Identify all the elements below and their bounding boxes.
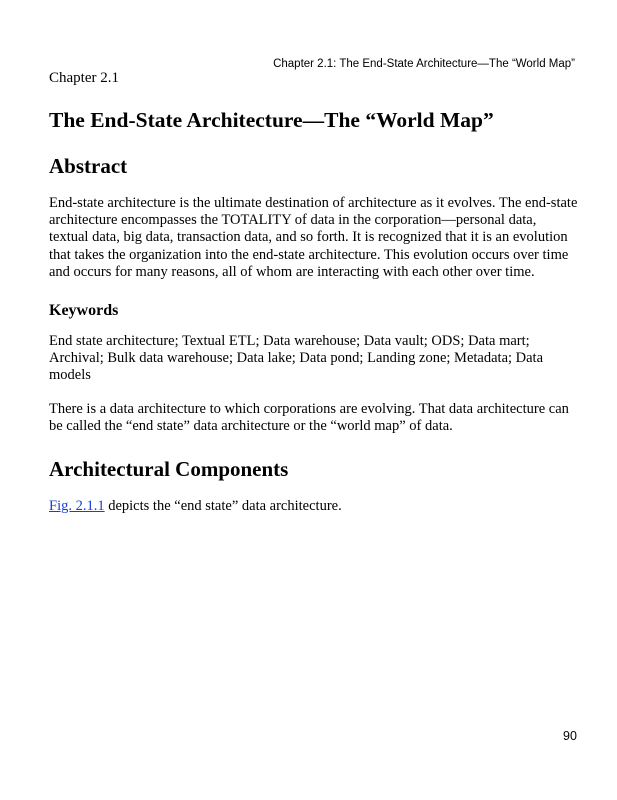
architectural-components-heading: Architectural Components <box>49 457 289 482</box>
figure-reference-paragraph <box>49 498 579 515</box>
chapter-label: Chapter 2.1 <box>49 70 119 86</box>
page-number: 90 <box>563 729 577 743</box>
intro-paragraph: There is a data architecture to which corporations are evolving. That data architecture can be called the “end state” data architecture or the “world map” of data. <box>49 400 569 434</box>
figure-link[interactable]: Fig. 2.1.1 <box>49 498 105 515</box>
abstract-heading: Abstract <box>49 154 128 178</box>
running-header: Chapter 2.1: The End-State Architecture—The “World Map” <box>273 58 575 70</box>
keywords-paragraph: End state architecture; Textual ETL; Data warehouse; Data vault; ODS; Data mart; Archival; Bulk data warehouse; Data lake; Data pond; Landing zone; Metadata; Data models <box>49 333 544 384</box>
abstract-paragraph: End-state architecture is the ultimate destination of architecture as it evolves. The end-state architecture encompasses the TOTALITY of data in the corporation—personal data, textual data, big data, transaction data, and so forth. It is recognized that it is an evolution that takes the organization into the end-state architecture. This evolution occurs over time and occurs for many reasons, all of whom are interacting with each other over time. <box>49 195 578 280</box>
keywords-heading: Keywords <box>49 302 119 320</box>
figure-reference-text: depicts the “end state” data architecture. <box>104 498 342 515</box>
chapter-title: The End-State Architecture—The “World Map” <box>49 108 494 132</box>
page-content <box>49 69 579 515</box>
